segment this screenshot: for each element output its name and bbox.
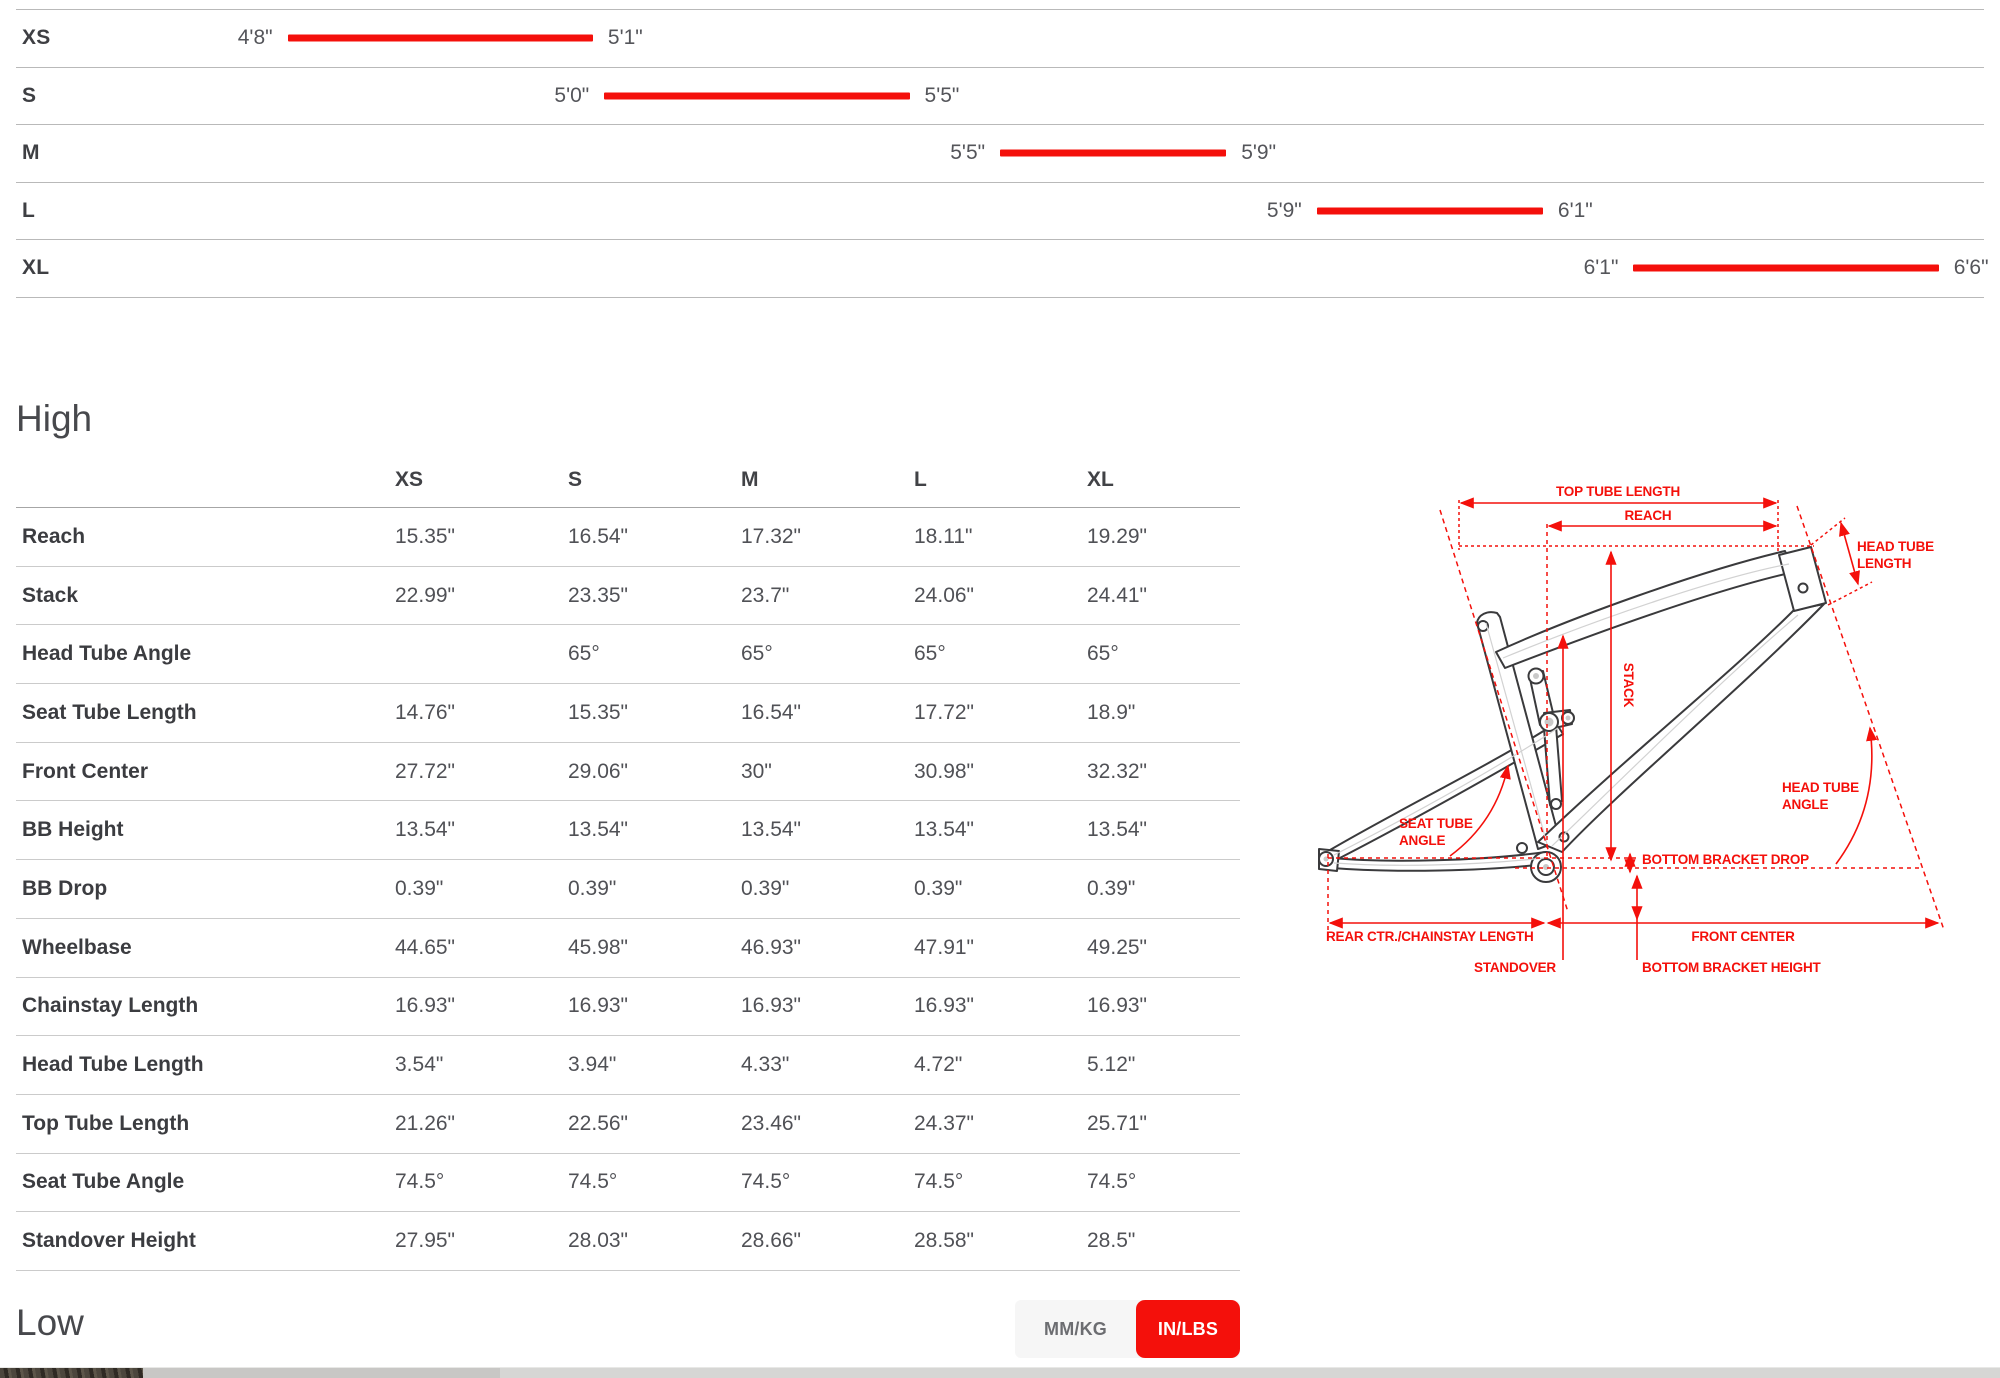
max-height-label: 6'1" <box>1557 198 1593 222</box>
cell-value: 13.54" <box>395 818 456 842</box>
svg-text:ANGLE: ANGLE <box>1399 833 1446 848</box>
cell-value: 49.25" <box>1087 935 1148 959</box>
cell-value: 30.98" <box>914 759 975 783</box>
cell-value: 74.5° <box>914 1170 964 1194</box>
column-header: S <box>568 467 583 491</box>
size-label: XS <box>22 26 51 50</box>
min-height-label: 5'9" <box>1266 198 1302 222</box>
cell-value: 44.65" <box>395 935 456 959</box>
cell-value: 0.39" <box>914 876 963 900</box>
front-center-label: FRONT CENTER <box>1691 929 1795 944</box>
cell-value: 32.32" <box>1087 759 1148 783</box>
rider-height-size-chart <box>16 9 1989 298</box>
cell-value: 25.71" <box>1087 1111 1148 1135</box>
cell-value: 16.54" <box>568 524 629 548</box>
table-row <box>16 625 1240 684</box>
cell-value: 23.7" <box>741 583 790 607</box>
cell-value: 22.99" <box>395 583 456 607</box>
size-label: S <box>22 83 37 107</box>
size-label: M <box>22 141 40 165</box>
table-row <box>16 801 1240 860</box>
table-row <box>16 1036 1240 1095</box>
cell-value: 23.46" <box>741 1111 802 1135</box>
cell-value: 16.93" <box>1087 994 1148 1018</box>
size-chart-row <box>16 125 1984 183</box>
units-toggle <box>1015 1300 1240 1358</box>
cell-value: 13.54" <box>1087 818 1148 842</box>
cell-value: 24.41" <box>1087 583 1148 607</box>
cell-value: 65° <box>1087 642 1119 666</box>
row-label: Front Center <box>22 759 148 783</box>
row-label: Top Tube Length <box>22 1111 190 1135</box>
stack-label: STACK <box>1621 662 1636 708</box>
frame-geometry-diagram <box>1300 460 1990 1070</box>
cell-value: 29.06" <box>568 759 629 783</box>
cell-value: 4.72" <box>914 1053 963 1077</box>
cell-value: 3.94" <box>568 1053 617 1077</box>
cell-value: 28.5" <box>1087 1229 1136 1253</box>
cell-value: 16.93" <box>395 994 456 1018</box>
height-range-bar <box>1317 207 1543 214</box>
bottom-bracket-drop-label: BOTTOM BRACKET DROP <box>1642 852 1809 867</box>
table-row <box>16 1154 1240 1213</box>
row-label: Seat Tube Angle <box>22 1170 185 1194</box>
cell-value: 16.93" <box>568 994 629 1018</box>
column-header: L <box>914 467 927 491</box>
cell-value: 16.93" <box>741 994 802 1018</box>
row-label: Standover Height <box>22 1229 196 1253</box>
cell-value: 30" <box>741 759 772 783</box>
table-row <box>16 567 1240 626</box>
dimension-lines <box>1330 503 1938 960</box>
frame-diagram-svg <box>1300 460 1990 1070</box>
cell-value: 0.39" <box>1087 876 1136 900</box>
cell-value: 27.72" <box>395 759 456 783</box>
bike-frame-outline <box>1319 547 1829 882</box>
height-range-bar <box>1000 150 1226 157</box>
size-label: XL <box>22 256 50 280</box>
table-row <box>16 684 1240 743</box>
cell-value: 24.06" <box>914 583 975 607</box>
cell-value: 46.93" <box>741 935 802 959</box>
cell-value: 74.5° <box>741 1170 791 1194</box>
size-chart-row <box>16 240 1989 298</box>
cell-value: 13.54" <box>914 818 975 842</box>
table-row <box>16 743 1240 802</box>
dimension-labels <box>1326 484 1934 975</box>
cell-value: 18.11" <box>914 524 973 548</box>
table-row <box>16 978 1240 1037</box>
cell-value: 47.91" <box>914 935 975 959</box>
height-range-bar <box>1633 265 1938 272</box>
cell-value: 19.29" <box>1087 524 1148 548</box>
cell-value: 24.37" <box>914 1111 975 1135</box>
cell-value: 23.35" <box>568 583 629 607</box>
row-label: Stack <box>22 583 79 607</box>
standover-label: STANDOVER <box>1474 960 1556 975</box>
row-label: Chainstay Length <box>22 994 199 1018</box>
size-chart-row <box>16 10 1984 68</box>
cell-value: 0.39" <box>395 876 444 900</box>
column-header: XS <box>395 467 424 491</box>
min-height-label: 4'8" <box>237 26 273 50</box>
cell-value: 65° <box>741 642 773 666</box>
cell-value: 28.03" <box>568 1229 629 1253</box>
cell-value: 14.76" <box>395 700 456 724</box>
cell-value: 22.56" <box>568 1111 629 1135</box>
min-height-label: 5'5" <box>950 141 986 165</box>
row-label: Head Tube Angle <box>22 642 192 666</box>
row-label: BB Height <box>22 818 124 842</box>
size-chart-row <box>16 183 1984 241</box>
table-row <box>16 508 1240 567</box>
height-range-bar <box>604 92 909 99</box>
cell-value: 17.72" <box>914 700 975 724</box>
row-label: Wheelbase <box>22 935 132 959</box>
units-inlbs-button[interactable]: IN/LBS <box>1136 1300 1240 1358</box>
row-label: Reach <box>22 524 86 548</box>
cell-value: 3.54" <box>395 1053 444 1077</box>
cell-value: 27.95" <box>395 1229 456 1253</box>
cell-value: 28.58" <box>914 1229 975 1253</box>
cell-value: 13.54" <box>568 818 629 842</box>
row-label: BB Drop <box>22 876 108 900</box>
min-height-label: 6'1" <box>1583 256 1619 280</box>
geometry-table-header <box>16 452 1240 508</box>
table-row <box>16 1095 1240 1154</box>
cell-value: 13.54" <box>741 818 802 842</box>
row-label: Seat Tube Length <box>22 700 197 724</box>
size-chart-row <box>16 68 1984 126</box>
cell-value: 74.5° <box>1087 1170 1137 1194</box>
section-title-low: Low <box>16 1302 84 1343</box>
units-mmkg-button[interactable]: MM/KG <box>1015 1300 1136 1358</box>
head-tube-length-label: HEAD TUBE <box>1857 539 1934 554</box>
section-title-high: High <box>16 398 93 439</box>
cell-value: 21.26" <box>395 1111 456 1135</box>
column-header: M <box>741 467 759 491</box>
head-tube-angle-label: HEAD TUBE <box>1782 780 1859 795</box>
cell-value: 65° <box>914 642 946 666</box>
svg-text:ANGLE: ANGLE <box>1782 797 1829 812</box>
height-range-bar <box>288 35 593 42</box>
cell-value: 5.12" <box>1087 1053 1136 1077</box>
table-row <box>16 860 1240 919</box>
cell-value: 0.39" <box>568 876 617 900</box>
min-height-label: 5'0" <box>554 83 590 107</box>
cell-value: 74.5° <box>395 1170 445 1194</box>
cell-value: 65° <box>568 642 600 666</box>
cell-value: 0.39" <box>741 876 790 900</box>
cell-value: 18.9" <box>1087 700 1136 724</box>
cell-value: 74.5° <box>568 1170 618 1194</box>
next-section-edge <box>0 1367 2000 1378</box>
svg-text:LENGTH: LENGTH <box>1857 556 1912 571</box>
top-tube-length-label: TOP TUBE LENGTH <box>1555 484 1681 499</box>
cell-value: 16.54" <box>741 700 802 724</box>
max-height-label: 6'6" <box>1953 256 1989 280</box>
max-height-label: 5'1" <box>607 26 643 50</box>
row-label: Head Tube Length <box>22 1053 204 1077</box>
max-height-label: 5'5" <box>924 83 960 107</box>
column-header: XL <box>1087 467 1114 491</box>
bottom-bracket-height-label: BOTTOM BRACKET HEIGHT <box>1642 960 1821 975</box>
table-row <box>16 919 1240 978</box>
rear-center-label: REAR CTR./CHAINSTAY LENGTH <box>1326 929 1534 944</box>
reach-label: REACH <box>1624 508 1672 523</box>
max-height-label: 5'9" <box>1241 141 1277 165</box>
cell-value: 28.66" <box>741 1229 802 1253</box>
cell-value: 4.33" <box>741 1053 790 1077</box>
cell-value: 16.93" <box>914 994 975 1018</box>
geometry-table <box>16 452 1240 1271</box>
cell-value: 45.98" <box>568 935 629 959</box>
size-label: L <box>22 198 36 222</box>
seat-tube-angle-label: SEAT TUBE <box>1399 816 1473 831</box>
cell-value: 15.35" <box>395 524 456 548</box>
cell-value: 17.32" <box>741 524 802 548</box>
cell-value: 15.35" <box>568 700 629 724</box>
table-row <box>16 1212 1240 1271</box>
